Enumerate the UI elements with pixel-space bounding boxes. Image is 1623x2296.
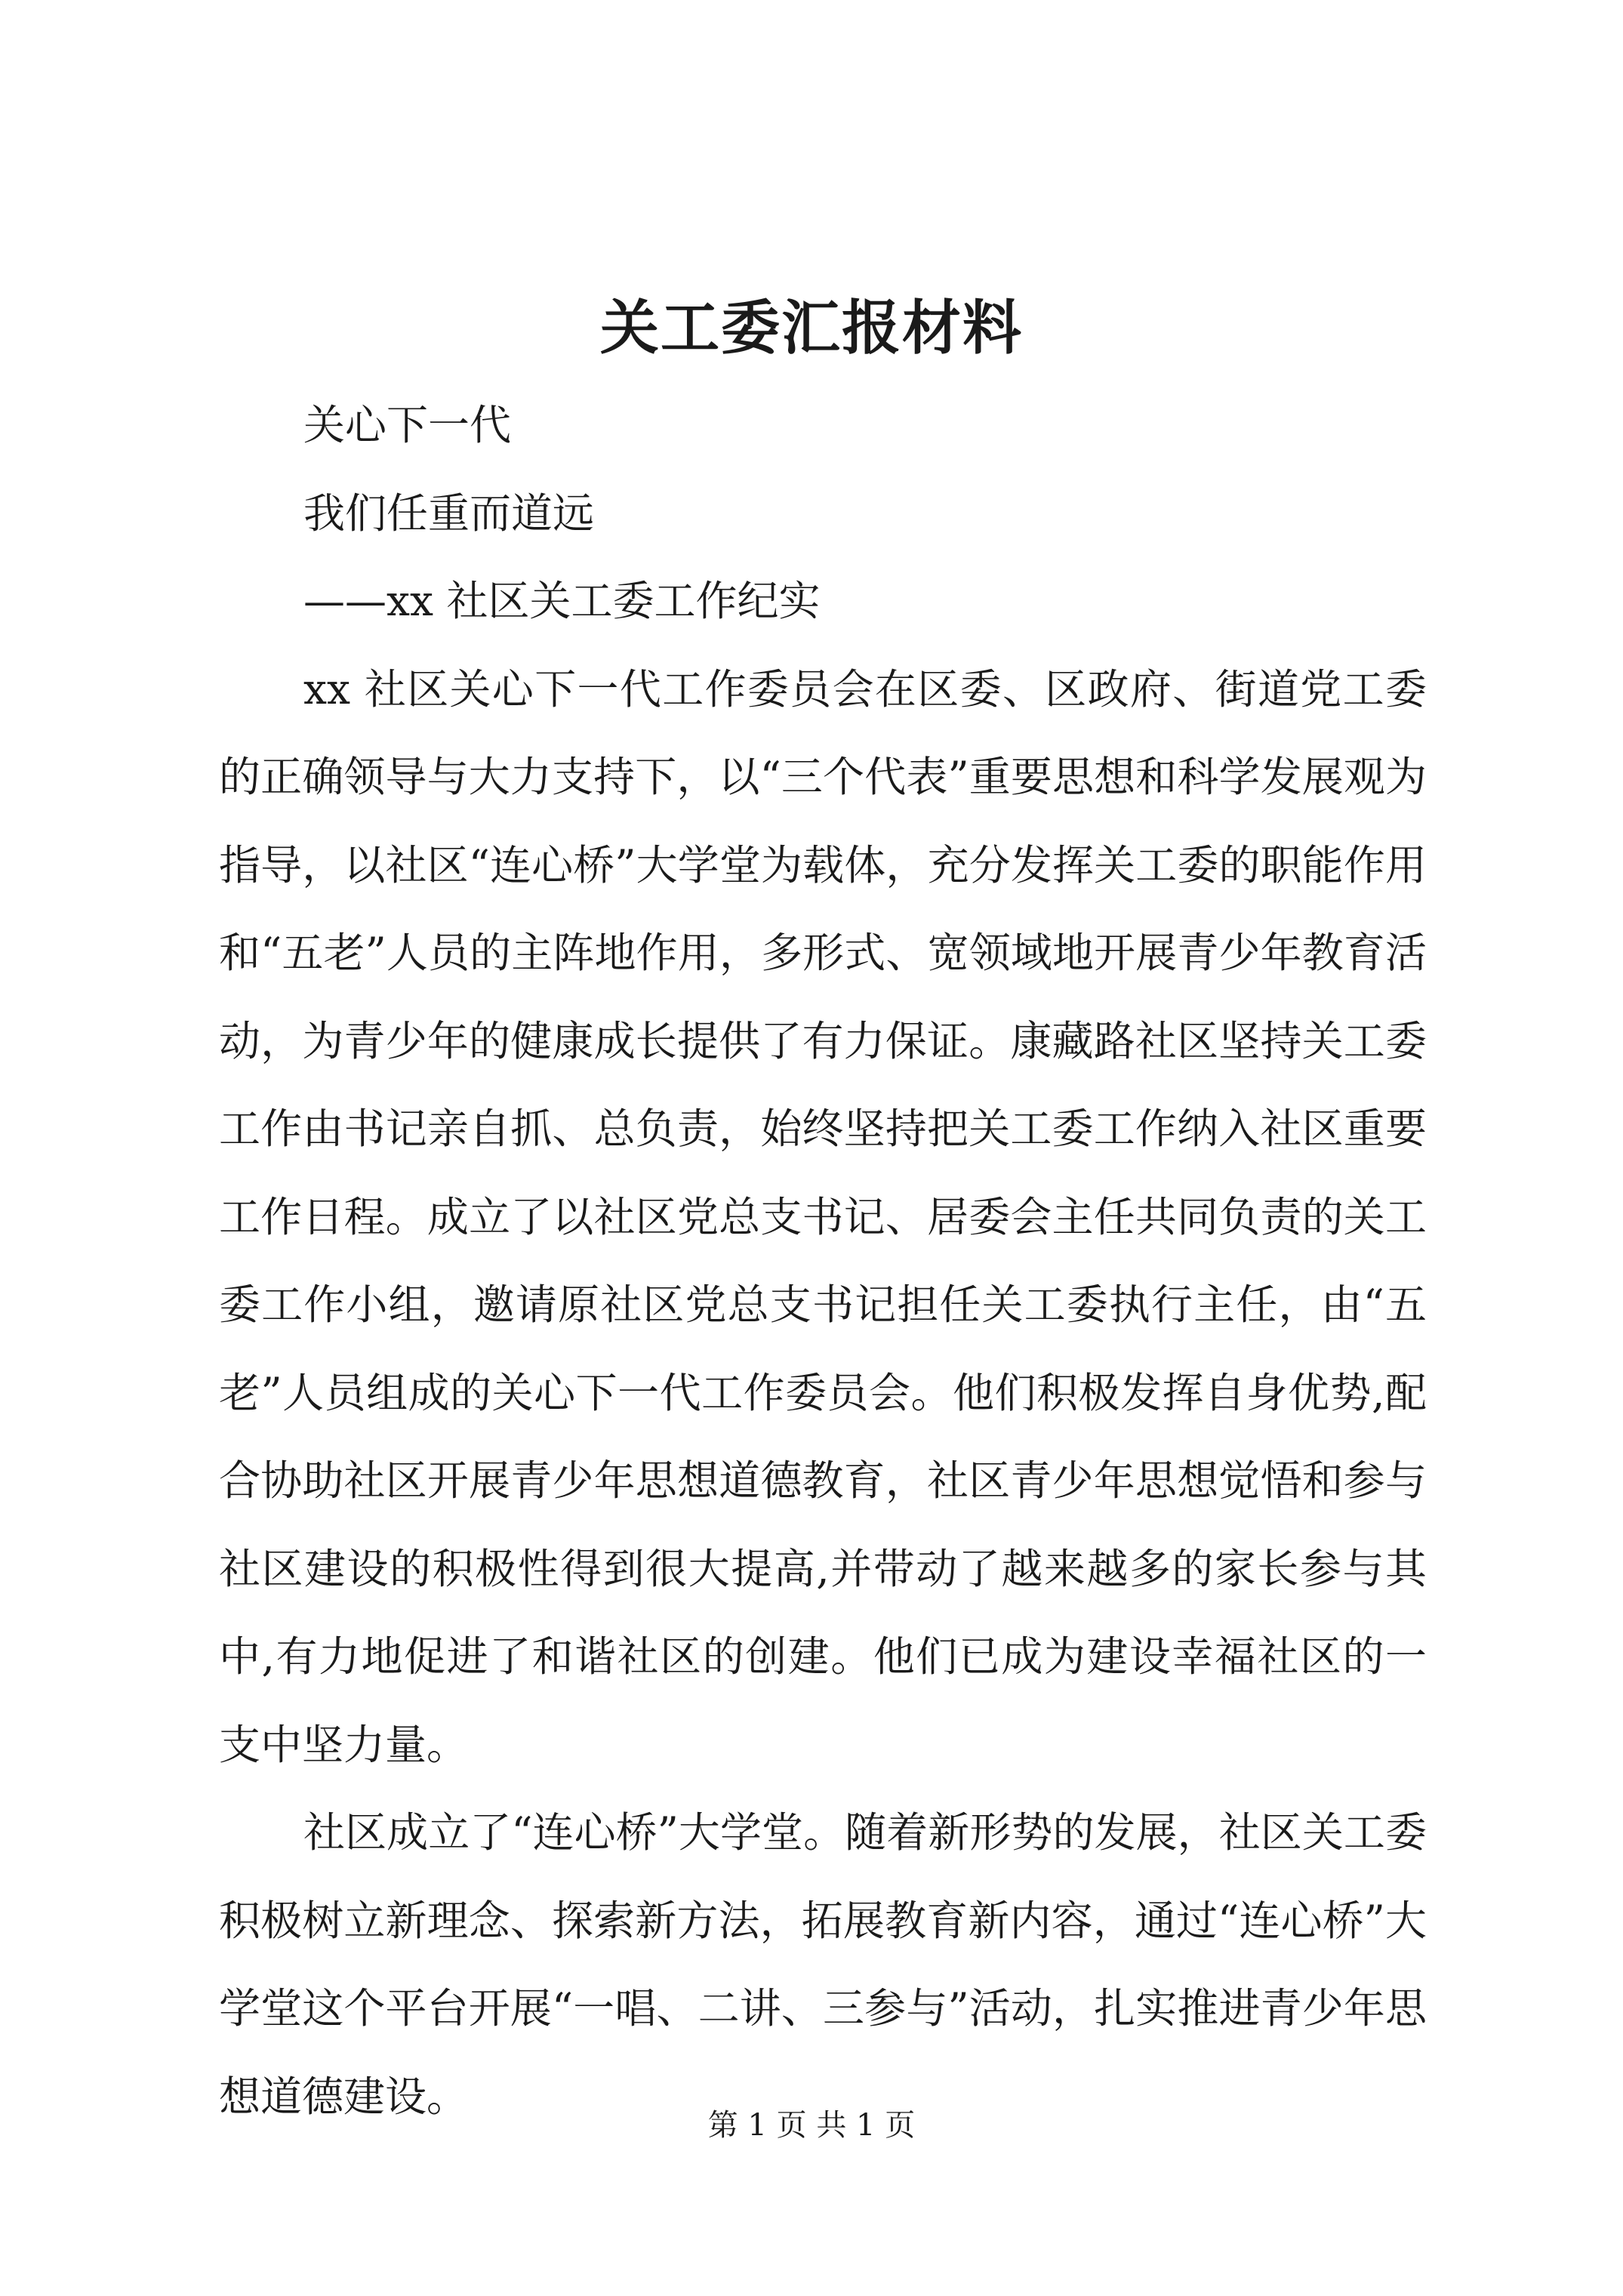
document-title: 关工委汇报材料 xyxy=(599,294,1023,362)
document-body xyxy=(219,381,1427,2140)
paragraph-2: 社区成立了“连心桥”大学堂。随着新形势的发展，社区关工委积极树立新理念、探索新方法，拓展教育新内容，通过“连心桥”大学堂这个平台开展“一唱、二讲、三参与”活动，扎实推进青少年思想道德建设。 xyxy=(219,1808,1427,2121)
subtitle-line-3: ——xx 社区关工委工作纪实 xyxy=(303,577,821,625)
subtitle-line-1: 关心下一代 xyxy=(303,401,512,449)
page-footer: 第 1 页 共 1 页 xyxy=(707,2108,916,2143)
paragraph-1: xx 社区关心下一代工作委员会在区委、区政府、街道党工委的正确领导与大力支持下，以“三个代表”重要思想和科学发展观为指导，以社区“连心桥”大学堂为载体，充分发挥关工委的职能作用和“五老”人员的主阵地作用，多形式、宽领域地开展青少年教育活动，为青少年的健康成长提供了有力保证。康藏路社区坚持关工委工作由书记亲自抓、总负责，始终坚持把关工委工作纳入社区重要工作日程。成立了以社区党总支书记、居委会主任共同负责的关工委工作小组，邀请原社区党总支书记担任关工委执行主任，由“五老”人员组成的关心下一代工作委员会。他们积极发挥自身优势,配合协助社区开展青少年思想道德教育，社区青少年思想觉悟和参与社区建设的积极性得到很大提高,并带动了越来越多的家长参与其中,有力地促进了和谐社区的创建。他们已成为建设幸福社区的一支中坚力量。 xyxy=(219,664,1427,1769)
subtitle-line-2: 我们任重而道远 xyxy=(303,488,595,538)
